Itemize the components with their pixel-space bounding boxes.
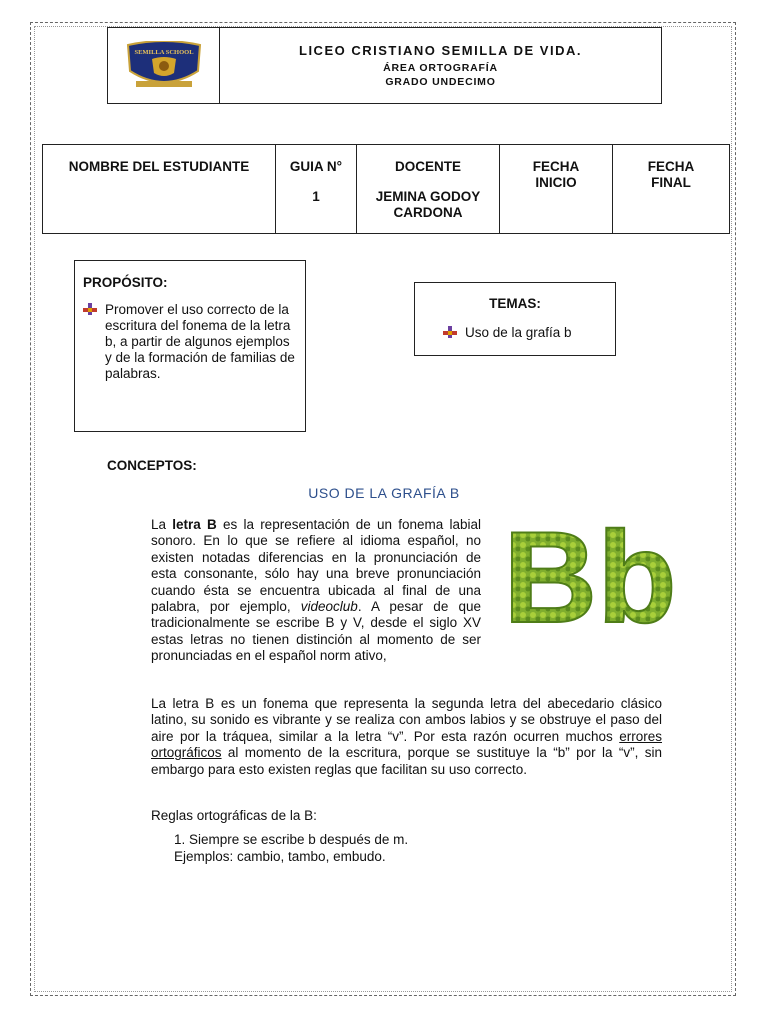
para2-text-a: La letra B es un fonema que representa la segunda letra del abecedario clásico latino, su sonido es vibrante y se realiza con ambos labios y se obstruye el paso del aire por la tráquea, similar a la letra “v”. Por esta razón ocurren muchos (151, 696, 662, 744)
logo-text: SEMILLA SCHOOL (133, 48, 194, 56)
paragraph-2 (151, 696, 662, 778)
student-name-label: NOMBRE DEL ESTUDIANTE (68, 159, 250, 174)
teacher-cell (357, 145, 500, 233)
rule-list-item (174, 831, 408, 865)
topic-item (425, 325, 605, 342)
guide-cell (276, 145, 357, 233)
school-logo (108, 28, 220, 103)
start-date-label: FECHA INICIO (532, 159, 580, 190)
student-name-cell (43, 145, 276, 233)
paragraph-1 (151, 517, 481, 665)
shield-logo-icon (122, 41, 206, 91)
end-date-label: FECHA FINAL (647, 159, 695, 190)
start-date-cell (500, 145, 613, 233)
topics-box (414, 282, 616, 356)
para2-text-c: al momento de la escritura, porque se sustituye la “b” por la “v”, sin embargo para esto existen reglas que facilitan su uso correcto. (151, 745, 662, 777)
topics-label: TEMAS: (489, 296, 541, 311)
rule-1-examples: Ejemplos: cambio, tambo, embudo. (174, 849, 386, 864)
topic-text: Uso de la grafía b (465, 325, 572, 340)
student-info-table (42, 144, 730, 234)
teacher-name: JEMINA GODOY CARDONA (375, 189, 481, 220)
para1-text-e: . A pesar de que tradicionalmente se escribe B y V, desde el siglo XV estas letras no tienen distinción al momento de ser pronunciadas en el español norm ativo, (151, 599, 481, 664)
bullet-icon (83, 302, 105, 382)
purpose-label: PROPÓSITO: (83, 275, 168, 290)
bullet-icon (443, 325, 465, 342)
teacher-label: DOCENTE (394, 159, 461, 174)
rules-title: Reglas ortográficas de la B: (151, 808, 317, 823)
concepts-heading: CONCEPTOS: (107, 458, 197, 473)
purpose-item (83, 302, 297, 382)
grade-title: GRADO UNDECIMO (385, 76, 496, 88)
section-title: USO DE LA GRAFÍA B (308, 485, 460, 501)
purpose-box (74, 260, 306, 432)
guide-label: GUIA N° (289, 159, 343, 174)
para1-italic: videoclub (300, 599, 358, 615)
para1-text-a: La (151, 517, 173, 532)
area-title: ÁREA ORTOGRAFÍA (383, 62, 498, 74)
letter-b-image (500, 502, 680, 660)
para1-text-c: es la representación de un fonema labial sonoro. En lo que se refiere al idioma español, no existen notadas diferencias en la pronunciación de esta consonante, sólo hay una breve pronunciación cuando ésta se encuentra ubicada al final de una palabra, por ejemplo, (151, 517, 481, 615)
leafy-bb-letters: Bb (503, 504, 677, 650)
para1-bold: letra B (172, 517, 217, 532)
school-header (107, 27, 662, 104)
spelling-errors-link[interactable]: errores ortográficos (151, 728, 662, 761)
end-date-cell (613, 145, 729, 233)
purpose-text: Promover el uso correcto de la escritura del fonema de la letra b, a partir de algunos ejemplos y de la formación de familias de palabras. (105, 302, 295, 381)
guide-number: 1 (312, 189, 320, 204)
rule-1: 1. Siempre se escribe b después de m. (174, 832, 409, 847)
school-name: LICEO CRISTIANO SEMILLA DE VIDA. (299, 43, 582, 58)
